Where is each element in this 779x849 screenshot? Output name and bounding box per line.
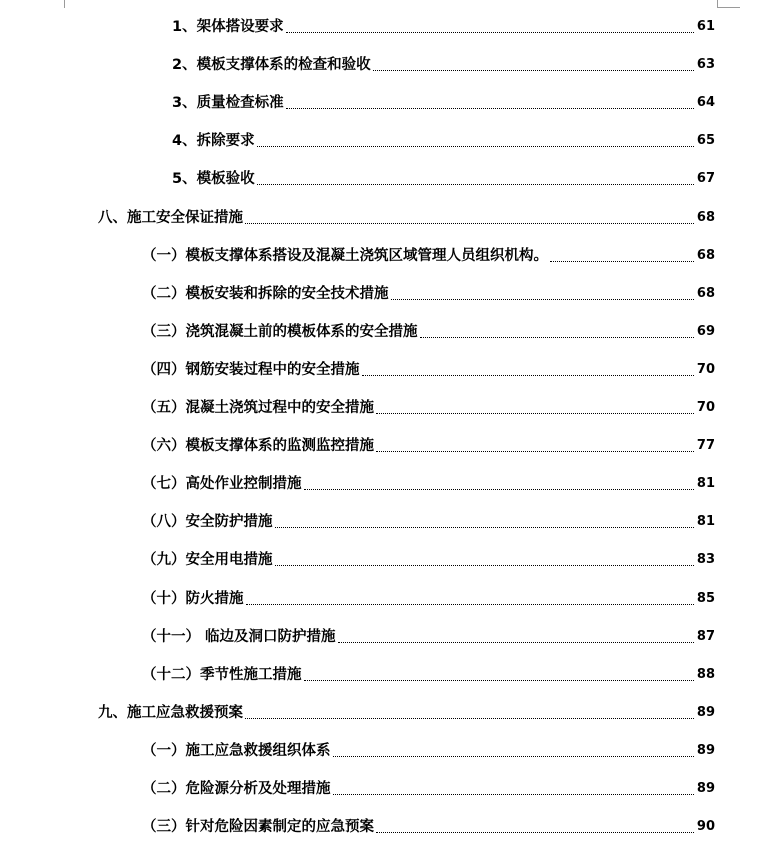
- toc-entry-label: 4、拆除要求: [172, 133, 255, 149]
- toc-dot-leader: [245, 718, 694, 719]
- toc-page-number: 88: [696, 667, 715, 682]
- toc-page-number: 89: [696, 781, 715, 796]
- toc-dot-leader: [286, 32, 694, 33]
- toc-page-number: 63: [696, 57, 715, 72]
- toc-entry-label: （十一） 临边及洞口防护措施: [142, 629, 336, 645]
- toc-dot-leader: [333, 756, 694, 757]
- toc-entry[interactable]: [172, 92, 715, 114]
- toc-entry-label: （三）浇筑混凝土前的模板体系的安全措施: [142, 324, 418, 340]
- toc-entry[interactable]: [142, 359, 715, 381]
- toc-page-number: 67: [696, 171, 715, 186]
- toc-dot-leader: [333, 794, 694, 795]
- toc-page-number: 89: [696, 743, 715, 758]
- toc-dot-leader: [362, 375, 694, 376]
- toc-entry[interactable]: [142, 664, 715, 686]
- crop-mark-right-h: [718, 7, 740, 8]
- toc-entry-label: （一）模板支撑体系搭设及混凝土浇筑区域管理人员组织机构。: [142, 248, 548, 264]
- toc-entry-label: 九、施工应急救援预案: [98, 705, 243, 721]
- toc-page-number: 61: [696, 19, 715, 34]
- toc-page-number: 64: [696, 95, 715, 110]
- toc-dot-leader: [245, 223, 694, 224]
- toc-entry-label: （二）模板安装和拆除的安全技术措施: [142, 286, 389, 302]
- toc-entry-label: （八）安全防护措施: [142, 514, 273, 530]
- toc-entry[interactable]: [98, 702, 715, 724]
- toc-dot-leader: [275, 565, 694, 566]
- toc-entry-label: （十）防火措施: [142, 591, 244, 607]
- toc-entry-label: 3、质量检查标准: [172, 95, 284, 111]
- toc-page-number: 70: [696, 362, 715, 377]
- toc-entry-label: 2、模板支撑体系的检查和验收: [172, 57, 371, 73]
- toc-dot-leader: [550, 261, 694, 262]
- toc-entry-label: （二）危险源分析及处理措施: [142, 781, 331, 797]
- toc-entry[interactable]: [172, 54, 715, 76]
- toc-dot-leader: [286, 108, 694, 109]
- toc-entry-label: （四）钢筋安装过程中的安全措施: [142, 362, 360, 378]
- toc-entry[interactable]: [142, 626, 715, 648]
- toc-entry[interactable]: [142, 245, 715, 267]
- toc-entry-label: （一）施工应急救援组织体系: [142, 743, 331, 759]
- toc-dot-leader: [275, 527, 694, 528]
- toc-page-number: 81: [696, 514, 715, 529]
- toc-page-number: 65: [696, 133, 715, 148]
- toc-page-number: 68: [696, 248, 715, 263]
- toc-entry-label: （六）模板支撑体系的监测监控措施: [142, 438, 374, 454]
- toc-entry-label: （七）高处作业控制措施: [142, 476, 302, 492]
- toc-page-number: 68: [696, 210, 715, 225]
- toc-page-number: 70: [696, 400, 715, 415]
- toc-entry[interactable]: [142, 588, 715, 610]
- toc-entry[interactable]: [172, 168, 715, 190]
- toc-entry[interactable]: [142, 778, 715, 800]
- toc-entry[interactable]: [142, 321, 715, 343]
- toc-entry[interactable]: [98, 207, 715, 229]
- toc-page-number: 69: [696, 324, 715, 339]
- toc-entry-label: 5、模板验收: [172, 171, 255, 187]
- toc-entry[interactable]: [142, 435, 715, 457]
- toc-entry[interactable]: [142, 473, 715, 495]
- crop-mark-left: [64, 0, 65, 8]
- toc-dot-leader: [304, 489, 694, 490]
- toc-entry-label: （九）安全用电措施: [142, 552, 273, 568]
- toc-entry[interactable]: [172, 130, 715, 152]
- toc-page-number: 87: [696, 629, 715, 644]
- toc-dot-leader: [257, 146, 694, 147]
- toc-entry-label: 八、施工安全保证措施: [98, 210, 243, 226]
- toc-entry[interactable]: [142, 816, 715, 838]
- toc-page-number: 81: [696, 476, 715, 491]
- toc-page-number: 90: [696, 819, 715, 834]
- toc-entry[interactable]: [142, 511, 715, 533]
- toc-entry-label: （五）混凝土浇筑过程中的安全措施: [142, 400, 374, 416]
- toc-page-number: 85: [696, 591, 715, 606]
- toc-entry[interactable]: [142, 283, 715, 305]
- toc-entry[interactable]: [142, 549, 715, 571]
- toc-dot-leader: [420, 337, 694, 338]
- toc-entry[interactable]: [142, 397, 715, 419]
- toc-page-number: 77: [696, 438, 715, 453]
- toc-entry-label: 1、架体搭设要求: [172, 19, 284, 35]
- toc-page-number: 68: [696, 286, 715, 301]
- toc-dot-leader: [391, 299, 694, 300]
- toc-dot-leader: [304, 680, 694, 681]
- toc-dot-leader: [246, 604, 694, 605]
- toc-page-number: 83: [696, 552, 715, 567]
- toc-dot-leader: [376, 832, 694, 833]
- toc-page-number: 89: [696, 705, 715, 720]
- toc-entry[interactable]: [172, 16, 715, 38]
- toc-entry-label: （三）针对危险因素制定的应急预案: [142, 819, 374, 835]
- toc-dot-leader: [376, 413, 694, 414]
- toc-dot-leader: [257, 184, 694, 185]
- toc-dot-leader: [373, 70, 694, 71]
- toc-dot-leader: [376, 451, 694, 452]
- toc-entry-label: （十二）季节性施工措施: [142, 667, 302, 683]
- toc-entry[interactable]: [142, 740, 715, 762]
- toc-dot-leader: [338, 642, 694, 643]
